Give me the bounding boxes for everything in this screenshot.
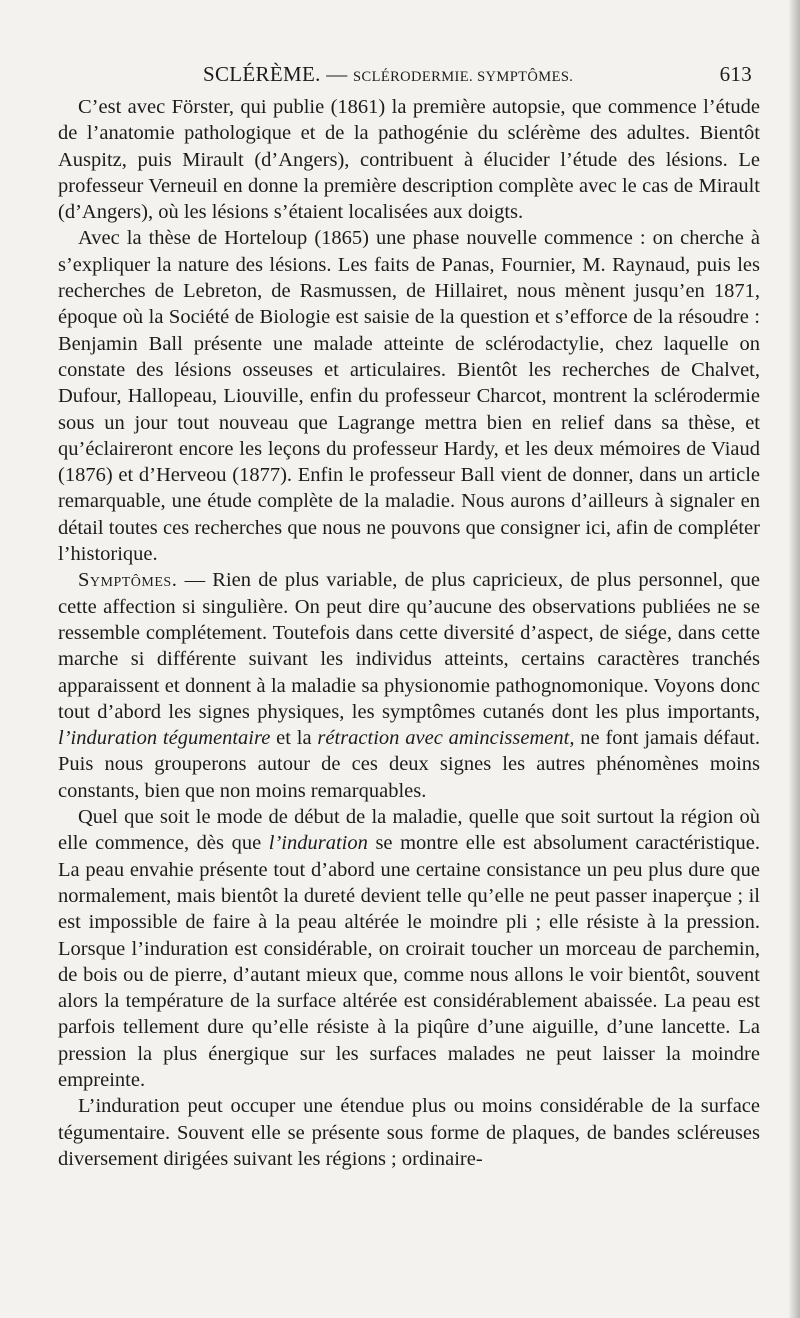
running-title-sub: SCLÉRODERMIE. SYMPTÔMES. xyxy=(353,69,574,85)
induration-text-b: se montre elle est absolument caractéristique. La peau envahie présente tout d’abord une certaine consistance un peu plus dure que normalement, mais bientôt la dureté devient telle qu’elle ne peut passer inaperçue ; il est impossible de faire à la peau altérée le moindre pli ; elle résiste à la pression. Lorsque l’induration est considérable, on croirait toucher un morceau de parchemin, de bois ou de pierre, d’autant mieux que, comme nous allons le voir bientôt, souvent alors la température de la surface altérée est considérablement abaissée. La peau est parfois tellement dure qu’elle résiste à la piqûre d’une aiguille, d’une lancette. La pression la plus énergique sur les surfaces malades ne peut laisser la moindre empreinte. xyxy=(58,832,760,1091)
symptoms-text-b: et la xyxy=(270,727,318,750)
symptoms-text-c: ne font jamais défaut. Puis nous grouperons autour de ces deux signes les autres phénomènes moins constants, bien que non moins remarquables. xyxy=(58,727,761,802)
paragraph-symptoms xyxy=(58,567,760,804)
symptoms-emphasis-induration: l’induration tégumentaire xyxy=(58,727,271,750)
body-text xyxy=(58,94,760,1172)
paragraph-extent: L’induration peut occuper une étendue plus ou moins considérable de la surface tégumentaire. Souvent elle se présente sous forme de plaques, de bandes scléreuses diversement dirigées suivant les régions ; ordinaire- xyxy=(58,1095,760,1170)
running-head xyxy=(58,58,760,88)
induration-text-a: Quel que soit le mode de début de la maladie, quelle que soit surtout la région où elle commence, dès que xyxy=(58,806,760,855)
paragraph-history-forster: C’est avec Förster, qui publie (1861) la première autopsie, que commence l’étude de l’anatomie pathologique et de la pathogénie du sclérème des adultes. Bientôt Auspitz, puis Mirault (d’Angers), contribuent à élucider l’étude des lésions. Le professeur Verneuil en donne la première description complète avec le cas de Mirault (d’Angers), où les lésions s’étaient localisées aux doigts. xyxy=(58,96,760,224)
running-title-dash: — xyxy=(320,62,354,86)
induration-emphasis: l’induration xyxy=(268,832,368,855)
running-title-main: SCLÉRÈME. xyxy=(203,62,321,86)
paragraph-induration xyxy=(58,804,760,1093)
running-title xyxy=(203,62,573,87)
page-edge-shadow xyxy=(788,0,800,1318)
symptoms-text-a: — Rien de plus variable, de plus capricieux, de plus personnel, que cette affection si singulière. On peut dire qu’aucune des observations publiées ne se ressemble complétement. Toutefois dans cette diversité d’aspect, de siége, dans cette marche si différente suivant les individus atteints, certains caractères tranchés apparaissent et donnent à la maladie sa physionomie pathognomonique. Voyons donc tout d’abord les signes physiques, les symptômes cutanés dont les plus importants, xyxy=(58,569,760,723)
page-number: 613 xyxy=(719,62,752,86)
section-heading-symptomes: Symptômes. xyxy=(78,569,178,592)
paragraph-history-horteloup: Avec la thèse de Horteloup (1865) une phase nouvelle commence : on cherche à s’expliquer la nature des lésions. Les faits de Panas, Fournier, M. Raynaud, puis les recherches de Lebreton, de Rasmussen, de Hillairet, nous mènent jusqu’en 1871, époque où la Société de Biologie est saisie de la question et s’efforce de la résoudre : Benjamin Ball présente une malade atteinte de sclérodactylie, chez laquelle on constate des lésions osseuses et articulaires. Bientôt les recherches de Chalvet, Dufour, Hallopeau, Liouville, enfin du professeur Charcot, montrent la sclérodermie sous un jour tout nouveau que Lagrange mettra bien en relief dans sa thèse, et qu’éclaireront encore les leçons du professeur Hardy, et les deux mémoires de Viaud (1876) et d’Herveou (1877). Enfin le professeur Ball vient de donner, dans un article remarquable, une étude complète de la maladie. Nous aurons d’ailleurs à signaler en détail toutes ces recherches que nous ne pouvons que consigner ici, afin de compléter l’historique. xyxy=(58,227,760,566)
symptoms-emphasis-retraction: rétraction avec amincissement, xyxy=(317,727,575,750)
